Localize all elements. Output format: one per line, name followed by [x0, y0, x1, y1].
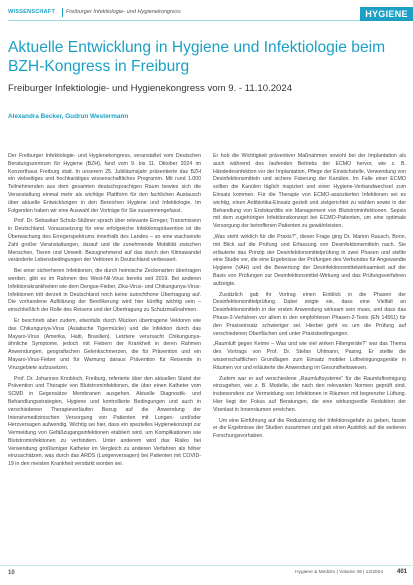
body-paragraph: „Was steht wirklich für die Praxis?“, dieser Frage ging Dr. Marion Rausch, Bonn, mit Blick auf die Prüfung und Erfassung von Desinfektionsmitteln nach. Sie erläuterte das Prinzip der Desinfektionsmittelprüfung in zwei Phasen und stellte eine Studie vor, die eine Ergebnisse der Prüfungen des Verbundes für Angewandte Hygiene (VAH) und die Bewertung der Desinfektionsmittelwirksamkeit auf der Basis von Prüfungen zur Desinfektionsmittel-Wirkung und das Prüfungsverfahren aufzeigte. [213, 233, 406, 287]
body-paragraph: Er hob die Wichtigkeit präventiver Maßnahmen sowohl bei der Implantation als auch während des laufenden Betriebs der ECMO hervor, wie z. B. Händedesinfektion vor der Implantation, Pflege der Einstichstelle, Verwendung von Desinfektionsmitteln und sichere Fixierung der Kanülen. Im Falle einer ECMO sollten die Kanülen täglich inspiziert und einer Hygiene-Verbandwechsel zum Einsatz kommen. Für die Therapie von ECMO-assoziierten Infektionen sei es wichtig, einen Antibiotika-Einsatz gezielt und zielgerichtet zu wählen sowie in der Behandlung von Endokarditis ein Management von Blutstrominfektionen. Sepsis mit dem zugehörigen Infektionskonzept bei ECMO-Patienten, um eine optimale Versorgung der betroffenen Patienten zu gewährleisten. [213, 153, 406, 230]
body-paragraph: Um eine Einführung auf die Reduzierung der Infektionsgefahr zu geben, fasste er die Ergebnisse der Studien zusammen und gab einen Ausblick auf die weiteren Forschungsvorhaben. [213, 417, 406, 440]
page-number-right: 401 [396, 569, 407, 575]
page-number-left: 10 [8, 570, 15, 576]
body-paragraph: Prof. Dr. Johannes Knobloch, Freiburg, referierte über den aktuellen Stand der Prävention und Therapie von Blutstrominfektionen, die über einen Katheter vom SCMD in Gegensätze Membranen ausgehen. Aktuelle Diagnostik- und Behandlungsstrategien, Hygiene und kontrollierte Bedingungen und auch in verschiedenen Therapieverläufen Bezug auf die Anwendung der Intensivmedizinischen Versorgung von Patienten mit Lungen- und/oder Herzversagen aufwendig. Wichtig sei hier, dass ein spezielles Hygienekonzept zur Vermeidung von Gefäßzugangsinfektionen etabliert wird, um Komplikationen wie Blutstrominfektionen zu verhindern. Unter anderem wird das Risiko bei Verwendung großlumiger Katheter im Vergleich zu anderen Verfahren als höher einzuschätzen, was durch das ARDS (Lungenversagen) bei Patienten mit COVID-19 in den meisten Krankheit verstärkt worden sei. [8, 375, 201, 468]
section-separator [62, 8, 63, 17]
body-paragraph: Bei einer sicherheren Infektionen, die durch heimische Zeckenarten übertragen werden, gibt es im Rahmen des West-Nil-Virus bereits seit 2019. Bei anderen Infektionskrankheiten wie dem Dengue-Fieber, Zika-Virus- und Chikungunya-Virus-Infektionen tritt derzeit in Deutschland noch keine autochthone Übertragung auf. Die vorhandene Aufklärung der Bevölkerung wird hier künftig wichtig sein – einschließlich der Rolle des Reisens und der Übertragung zu Schutzmaßnahmen. [8, 268, 201, 314]
body-paragraph: Prof. Dr. Sebastian Schulz-Stübner sprach über relevante Erreger, Transmission in Deutschland. Voraussetzung für eine erfolgreiche Infektionsprävention ist die Überwachung des Erregerspektrums innerhalb des Landes – so eine wachsende Zahl großer Veranstaltungen, darauf und die zunehmende Mobilität zwischen Menschen, Tieren und Umwelt. Bezugnehmend auf das durch den Klimawandel veränderte Lebensbedingungen der Vektoren in Deutschland verbessert. [8, 218, 201, 264]
article-subtitle: Freiburger Infektiologie- und Hygienekongress vom 9. - 11.10.2024 [8, 83, 293, 94]
body-paragraph: Zusätzlich gab ihr Vortrag einen Einblick in die Phasen der Desinfektionsmittelprüfung. Dabei zeigte sie, dass eine Vielfalt an Desinfektionsmitteln in der ersten Anwendung wirksam sein muss, und dass das Phase-2-Verfahren vor allem in den empfohlenen Phasen-2-Tests (EN 14561) für den Praxiseinsatz schwieriger sei. Hierbei geht es um die Prüfung auf verschiedenen Oberflächen und unter Praxisbedingungen. [213, 291, 406, 337]
journal-brand-logo: HYGIENE [360, 7, 413, 21]
header-rule [8, 20, 360, 21]
body-column-right [213, 153, 406, 444]
journal-reference: Hygiene & Medizin | Volume 49 | 12/2024 [295, 570, 383, 575]
section-header [0, 7, 413, 21]
body-column-left [8, 153, 201, 472]
footer-rule [0, 565, 413, 566]
body-paragraph: „Raumluft gegen Keime – Was und wie viel wirken Filtergeräte?“ war das Thema des Vortrags von Prof. Dr. Stefan Uhlmann, Pasing. Er stellte die wissenschaftlichen Grundlagen zum Einsatz mobiler Luftreinigungsgeräte in Räumen vor und erläuterte die Anwendung im Gesundheitswesen. [213, 341, 406, 371]
body-paragraph: Er beschrieb aber zudem, ebenfalls durch Mücken übertragene Vektoren wie das Chikungunya-Virus (Asiatische Tigermücke) und die Infektion durch das Mayaro-Virus (Amerika, Haiti, Brasilien). Letztere verursacht Chikungunya-ähnliche Symptome, jedoch mit Fiebern der Krankheit in deren Rahmen Anwendungen, geografischen Gelenkschmerzen, die für Prävention und ein Mayaro-Virus-Fieber und für Warnung daraus Prävention für Reisende in Virusgebiete aufzusetzen. [8, 317, 201, 371]
body-paragraph: Der Freiburger Infektiologie- und Hygienekongress, veranstaltet vom Deutschen Beratungszentrum für Hygiene (BZH), fand vom 9. bis 11. Oktober 2024 im Konzerthaus Freiburg statt. In unserem 25. Jubiläumsjahr präsentierte das BZH ein vielseitiges und hochkarätiges wissenschaftliches Programm. Mit rund 1.000 Teilnehmenden aus dem gesamten deutschsprachigen Raum bewies sich die Veranstaltung einmal mehr als wichtige Plattform für den fachlichen Austausch über aktuelle Entwicklungen in den Bereichen Hygiene und Infektiologie. Im Folgenden haben wir eine Auswahl der Vorträge für Sie zusammengefasst. [8, 153, 201, 214]
body-paragraph: Zudem war er auf verschiedene „Raumluftsysteme“ für die Raumluftreinigung einzugehen, wie z. B. Modelle, die nach den relevanten Normen geprüft sind, insbesondere zur Vermeidung von Infektionen in Räumen mit begrenzter Lüftung. Hier liegt der Fokus auf Beratungen, die eine wirkungsvolle Reduktion der Virenlast in Innenräumen erreichen. [213, 375, 406, 413]
section-subtitle: Freiburger Infektiologie- und Hygienekongress [66, 9, 181, 15]
article-authors: Alexandra Becker, Gudrun Westermann [8, 113, 129, 120]
section-label: WISSENSCHAFT [8, 9, 56, 15]
article-title: Aktuelle Entwicklung in Hygiene und Infektiologie beim BZH-Kongress in Freiburg [8, 39, 386, 75]
